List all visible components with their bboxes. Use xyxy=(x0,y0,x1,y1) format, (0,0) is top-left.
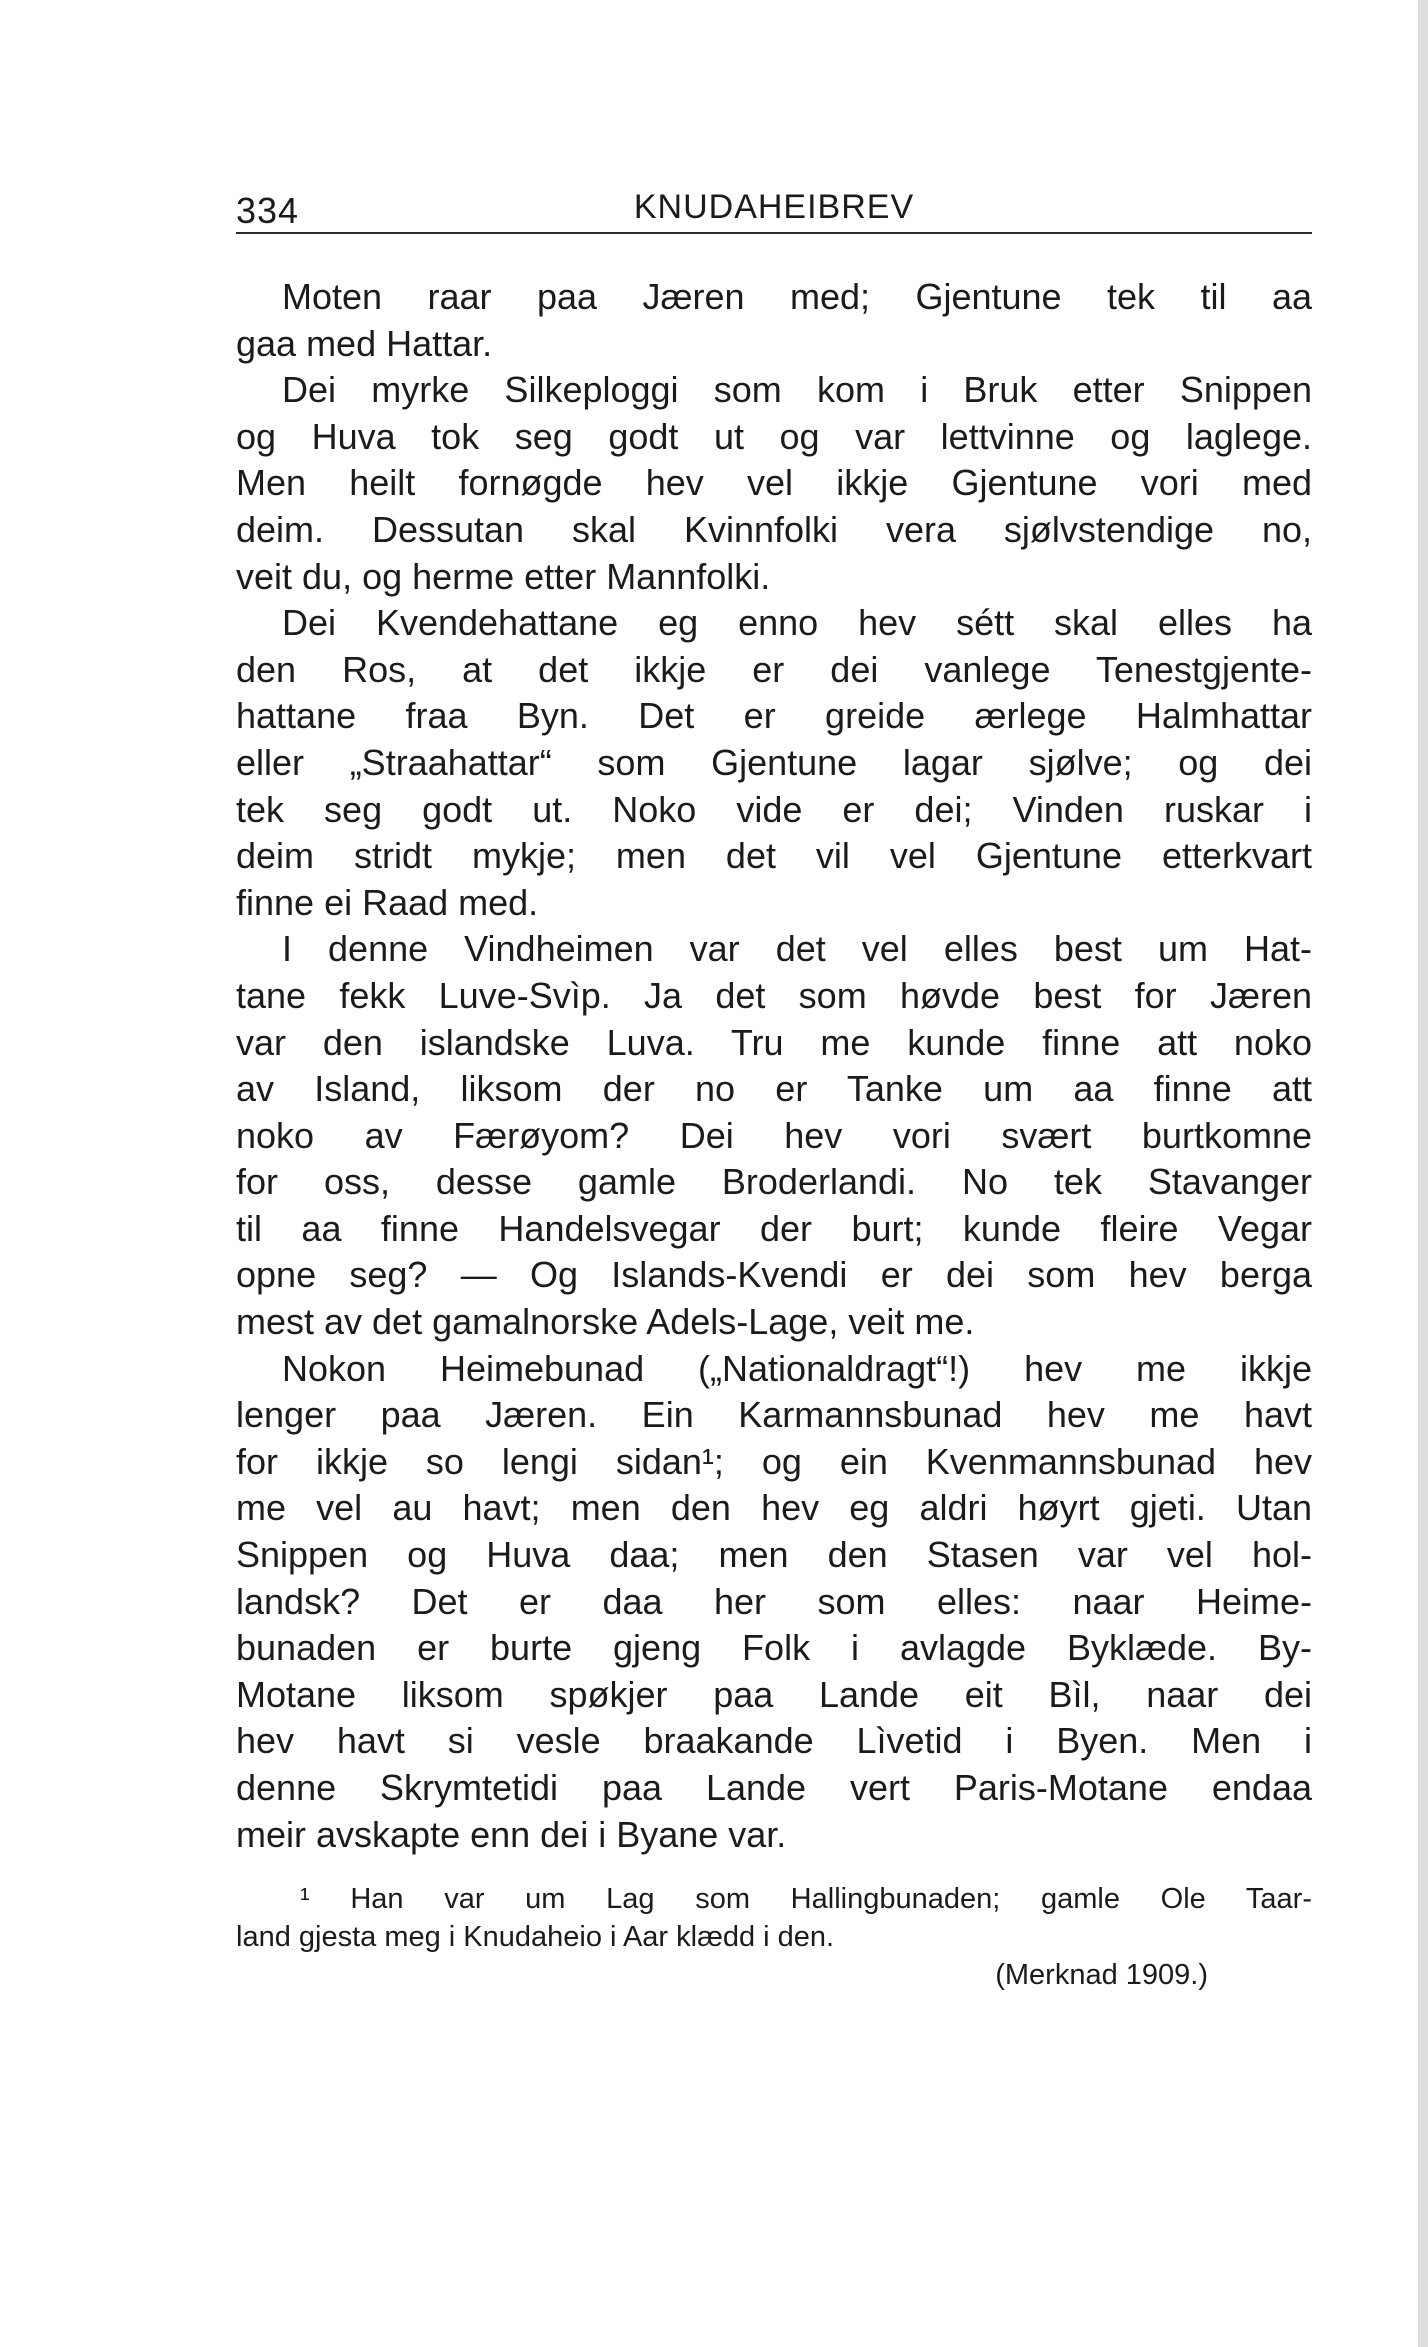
text-line: meir avskapte enn dei i Byane var. xyxy=(236,1813,787,1855)
paragraph xyxy=(236,600,1312,926)
paragraph xyxy=(236,274,1312,367)
footnote-remark: (Merknad 1909.) xyxy=(995,1959,1208,1992)
footnote-line: land gjesta meg i Knudaheio i Aar klædd i den. xyxy=(236,1921,835,1954)
text-line: I denne Vindheimen var det vel elles best um Hat- xyxy=(282,928,1312,970)
text-line: tek seg godt ut. Noko vide er dei; Vinden ruskar i xyxy=(236,788,1312,830)
footnote xyxy=(236,1880,1312,1994)
text-line: tane fekk Luve-Svìp. Ja det som høvde best for Jæren xyxy=(236,974,1312,1016)
text-line: for oss, desse gamle Broderlandi. No tek Stavanger xyxy=(236,1161,1312,1203)
text-line: me vel au havt; men den hev eg aldri høyrt gjeti. Utan xyxy=(236,1487,1312,1529)
text-line: opne seg? — Og Islands-Kvendi er dei som hev berga xyxy=(236,1254,1312,1296)
running-head: KNUDAHEIBREV xyxy=(633,188,915,226)
text-line: Dei Kvendehattane eg enno hev sétt skal elles ha xyxy=(282,602,1312,644)
text-line: til aa finne Handelsvegar der burt; kunde fleire Vegar xyxy=(236,1207,1312,1249)
text-line: Snippen og Huva daa; men den Stasen var vel hol- xyxy=(236,1534,1312,1576)
page-header xyxy=(236,180,1312,234)
text-line: gaa med Hattar. xyxy=(236,322,493,364)
text-line: deim stridt mykje; men det vil vel Gjentune etterkvart xyxy=(236,835,1312,877)
text-line: finne ei Raad med. xyxy=(236,881,539,923)
text-line: Men heilt fornøgde hev vel ikkje Gjentune vori med xyxy=(236,462,1312,504)
text-line: hev havt si vesle braakande Lìvetid i Byen. Men i xyxy=(236,1720,1312,1762)
text-line: eller „Straahattar“ som Gjentune lagar sjølve; og dei xyxy=(236,741,1312,783)
paragraph xyxy=(236,1346,1312,1859)
text-line: og Huva tok seg godt ut og var lettvinne og laglege. xyxy=(236,415,1312,457)
text-line: var den islandske Luva. Tru me kunde finne att noko xyxy=(236,1021,1312,1063)
text-line: veit du, og herme etter Mannfolki. xyxy=(236,555,771,597)
scan-edge xyxy=(1418,0,1428,2347)
text-line: lenger paa Jæren. Ein Karmannsbunad hev me havt xyxy=(236,1394,1312,1436)
text-line: noko av Færøyom? Dei hev vori svært burtkomne xyxy=(236,1114,1312,1156)
footnote-line: ¹ Han var um Lag som Hallingbunaden; gamle Ole Taar- xyxy=(300,1883,1312,1916)
text-line: landsk? Det er daa her som elles: naar Heime- xyxy=(236,1580,1312,1622)
book-page xyxy=(236,180,1312,1994)
text-line: mest av det gamalnorske Adels-Lage, veit me. xyxy=(236,1301,975,1343)
text-line: hattane fraa Byn. Det er greide ærlege Halmhattar xyxy=(236,695,1312,737)
text-line: for ikkje so lengi sidan¹; og ein Kvenmannsbunad hev xyxy=(236,1440,1312,1482)
text-line: Moten raar paa Jæren med; Gjentune tek til aa xyxy=(282,276,1312,317)
page-number: 334 xyxy=(236,190,300,231)
text-line: Nokon Heimebunad („Nationaldragt“!) hev me ikkje xyxy=(282,1347,1312,1389)
text-line: bunaden er burte gjeng Folk i avlagde Byklæde. By- xyxy=(236,1627,1312,1669)
text-line: den Ros, at det ikkje er dei vanlege Tenestgjente- xyxy=(236,648,1312,690)
paragraph xyxy=(236,367,1312,600)
text-line: deim. Dessutan skal Kvinnfolki vera sjølvstendige no, xyxy=(236,508,1312,550)
text-line: Dei myrke Silkeploggi som kom i Bruk etter Snippen xyxy=(282,369,1312,411)
text-line: av Island, liksom der no er Tanke um aa finne att xyxy=(236,1068,1312,1110)
text-line: Motane liksom spøkjer paa Lande eit Bìl, naar dei xyxy=(236,1673,1312,1715)
text-line: denne Skrymtetidi paa Lande vert Paris-Motane endaa xyxy=(236,1767,1312,1808)
body-text xyxy=(236,274,1312,1858)
paragraph xyxy=(236,926,1312,1345)
